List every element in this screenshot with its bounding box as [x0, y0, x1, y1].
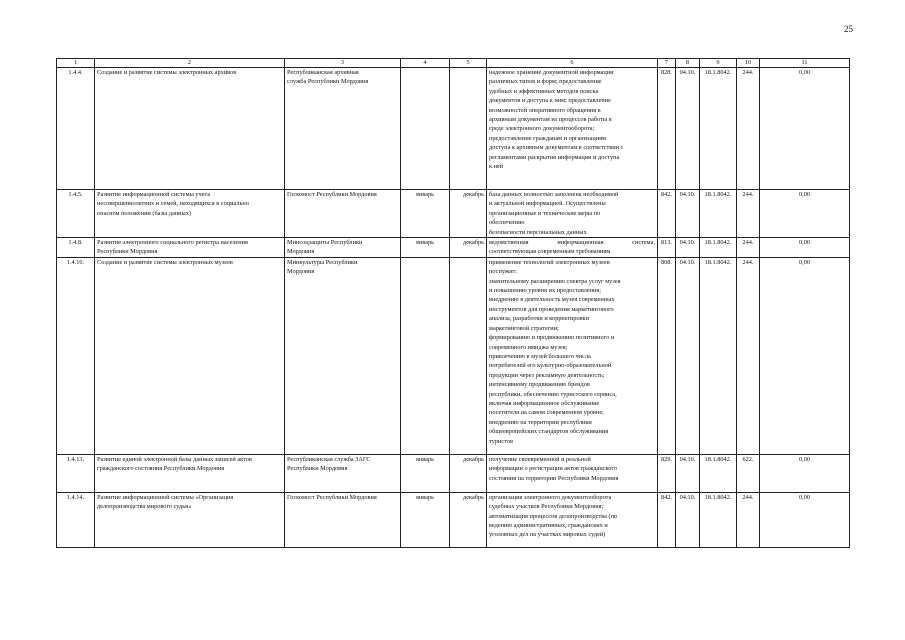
- text-line: Создание и развитие системы электронных музеев: [97, 258, 233, 266]
- column-number: 6: [487, 59, 658, 68]
- column-number: 5: [450, 59, 487, 68]
- text-line: Мордовия: [287, 248, 315, 256]
- program-activities-table: [56, 58, 850, 548]
- end-month-cell: декабрь: [450, 238, 487, 258]
- target-article-cell: 18.1.8042.: [700, 257, 737, 454]
- activity-name-cell: [95, 454, 285, 492]
- code-cell: 842.: [658, 492, 676, 547]
- column-number: 4: [401, 59, 450, 68]
- text-line: организация электронного документооборота: [489, 493, 612, 501]
- table-row: [57, 68, 850, 190]
- text-line: различных типов и форм; предоставление: [489, 78, 602, 86]
- expense-type-cell: 244.: [737, 68, 760, 190]
- item-number-cell: 1.4.5.: [57, 190, 95, 238]
- text-line: Мордовия: [287, 268, 315, 276]
- responsible-org-cell: [285, 257, 401, 454]
- text-line: организационные и технические меры по: [489, 209, 601, 217]
- section-code-cell: 04.10.: [676, 454, 700, 492]
- text-line: гражданского состояния Республики Мордовия: [97, 465, 225, 473]
- text-line: привлечению в музей большего числа: [489, 352, 591, 360]
- text-line: значительному расширению спектра услуг музея: [489, 277, 621, 285]
- column-number: 2: [95, 59, 285, 68]
- text-line: Республики Мордовия: [97, 248, 158, 256]
- code-cell: 828.: [658, 68, 676, 190]
- expected-result-cell: [487, 257, 658, 454]
- table-row: [57, 492, 850, 547]
- target-article-cell: 18.1.8042.: [700, 238, 737, 258]
- amount-cell: 0,00: [760, 454, 850, 492]
- code-cell: 829.: [658, 454, 676, 492]
- text-line: состояния на территории Республики Мордовия: [489, 474, 619, 482]
- amount-cell: 0,00: [760, 68, 850, 190]
- text-line: Развитие информационной системы «Организация: [97, 493, 234, 501]
- page-number: 25: [844, 24, 853, 34]
- expected-result-cell: [487, 68, 658, 190]
- text-line: ведению административных, гражданских и: [489, 522, 608, 530]
- text-line: соответствующая современным требованиям: [489, 248, 611, 256]
- text-line: служба Республики Мордовия: [287, 78, 369, 86]
- activity-name-cell: [95, 257, 285, 454]
- text-line: применение технологий электронных музеев: [489, 258, 610, 266]
- text-line: предоставление гражданам и организациям: [489, 134, 606, 142]
- activity-name-cell: [95, 492, 285, 547]
- expected-result-cell: [487, 238, 658, 258]
- activity-name-cell: [95, 68, 285, 190]
- text-line: обеспечению: [489, 219, 525, 227]
- text-line: инструментов для проведения маркетингового: [489, 305, 614, 313]
- text-line: Госкомост Республики Мордовия: [287, 493, 377, 501]
- target-article-cell: 18.1.8042.: [700, 68, 737, 190]
- section-code-cell: 04.10.: [676, 190, 700, 238]
- code-cell: 813.: [658, 238, 676, 258]
- expense-type-cell: 244.: [737, 257, 760, 454]
- column-number: 11: [760, 59, 850, 68]
- text-line: возможностей оперативного обращения к: [489, 106, 601, 114]
- end-month-cell: декабрь: [450, 190, 487, 238]
- text-line: несовершеннолетних и семей, находящихся в социально: [97, 200, 249, 208]
- text-line: внедрению на территории республики: [489, 418, 592, 426]
- text-line: потребителей его культурно-образовательной: [489, 362, 612, 370]
- table-row: [57, 257, 850, 454]
- column-number: 7: [658, 59, 676, 68]
- text-line: Госкомост Республики Мордовия: [287, 191, 377, 198]
- responsible-org-cell: [285, 492, 401, 547]
- text-line: и актуальной информацией. Осуществлены: [489, 200, 606, 208]
- item-number-cell: 1.4.10.: [57, 257, 95, 454]
- text-line: надежное хранение документной информации: [489, 69, 614, 76]
- expense-type-cell: 244.: [737, 190, 760, 238]
- column-number: 3: [285, 59, 401, 68]
- text-line: современного имиджа музея;: [489, 343, 568, 351]
- end-month-cell: [450, 68, 487, 190]
- text-line: посетителя на самом современном уровне;: [489, 409, 604, 417]
- text-line: уголовных дел на участках мировых судей): [489, 531, 606, 539]
- target-article-cell: 18.1.8042.: [700, 454, 737, 492]
- text-line: Минкультуры Республики: [287, 258, 358, 266]
- text-line: маркетинговой стратегии;: [489, 324, 559, 332]
- activity-name-cell: [95, 190, 285, 238]
- text-line: регламентами раскрытия информации и доступа: [489, 153, 620, 161]
- text-line: Развитие электронного социального регистра населения: [97, 239, 248, 247]
- expense-type-cell: 244.: [737, 238, 760, 258]
- expected-result-cell: [487, 190, 658, 238]
- table-row: [57, 238, 850, 258]
- code-cell: 808.: [658, 257, 676, 454]
- text-line: Республиканская служба ЗАГС: [287, 455, 371, 463]
- text-line: поспужит:: [489, 268, 518, 276]
- text-line: и повышению уровня их предоставления;: [489, 287, 602, 295]
- text-line: Республики Мордовия: [287, 465, 348, 473]
- text-line: получение своевременной и реальной: [489, 455, 591, 463]
- table-row: [57, 190, 850, 238]
- start-month-cell: [401, 257, 450, 454]
- responsible-org-cell: [285, 68, 401, 190]
- start-month-cell: январь: [401, 454, 450, 492]
- text-line: делопроизводства мирового судьи»: [97, 503, 192, 511]
- activity-name-cell: [95, 238, 285, 258]
- text-line: документов и доступа к ним; предоставление: [489, 97, 611, 105]
- text-line: общеевропейских стандартов обслуживания: [489, 428, 609, 436]
- text-line: автоматизация процессов делопроизводства (по: [489, 512, 618, 520]
- text-line: удобных и эффективных методов поиска: [489, 87, 599, 95]
- section-code-cell: 04.10.: [676, 492, 700, 547]
- text-line: архивным документам из процессов работы в: [489, 116, 612, 124]
- expected-result-cell: [487, 454, 658, 492]
- text-line: Создание и развитие системы электронных архивов: [97, 69, 237, 76]
- text-line: республики, обеспечению туристского сервиса,: [489, 390, 617, 398]
- end-month-cell: [450, 257, 487, 454]
- start-month-cell: январь: [401, 492, 450, 547]
- amount-cell: 0,00: [760, 492, 850, 547]
- text-line: к ней: [489, 163, 504, 171]
- responsible-org-cell: [285, 190, 401, 238]
- text-line: ведомственная информационная система,: [489, 239, 655, 247]
- expected-result-cell: [487, 492, 658, 547]
- text-line: включая информационное обслуживание: [489, 399, 600, 407]
- column-number: 1: [57, 59, 95, 68]
- text-line: информации о регистрации актов гражданского: [489, 465, 617, 473]
- text-line: туристов: [489, 437, 513, 445]
- section-code-cell: 04.10.: [676, 68, 700, 190]
- item-number-cell: 1.4.8.: [57, 238, 95, 258]
- text-line: анализа, разработки и корректировки: [489, 315, 590, 323]
- text-line: среде электронного документооборота;: [489, 125, 595, 133]
- table-row: [57, 454, 850, 492]
- item-number-cell: 1.4.13.: [57, 454, 95, 492]
- text-line: внедрению в деятельность музея современных: [489, 296, 615, 304]
- text-line: Республиканская архивная: [287, 69, 359, 76]
- amount-cell: 0,00: [760, 190, 850, 238]
- responsible-org-cell: [285, 454, 401, 492]
- text-line: Развитие информационной системы учета: [97, 191, 211, 198]
- amount-cell: 0,00: [760, 257, 850, 454]
- text-line: база данных полностью заполнена необходимой: [489, 191, 619, 198]
- text-line: Развитие единой электронной базы данных записей актов: [97, 455, 252, 463]
- target-article-cell: 18.1.8042.: [700, 190, 737, 238]
- text-line: продукции через рекламную деятельность;: [489, 371, 605, 379]
- column-number: 9: [700, 59, 737, 68]
- end-month-cell: декабрь: [450, 492, 487, 547]
- end-month-cell: декабрь: [450, 454, 487, 492]
- responsible-org-cell: [285, 238, 401, 258]
- item-number-cell: 1.4.4.: [57, 68, 95, 190]
- text-line: безопасности персональных данных: [489, 228, 587, 236]
- item-number-cell: 1.4.14.: [57, 492, 95, 547]
- text-line: Минсоцзащиты Республики: [287, 239, 363, 247]
- start-month-cell: январь: [401, 190, 450, 238]
- amount-cell: 0,00: [760, 238, 850, 258]
- expense-type-cell: 622.: [737, 454, 760, 492]
- text-line: формированию и продвижению позитивного и: [489, 334, 615, 342]
- text-line: опасном положении (базы данных): [97, 209, 191, 217]
- column-number-row: [57, 59, 850, 68]
- text-line: доступа к архивным документам в соответствии с: [489, 144, 624, 152]
- code-cell: 842.: [658, 190, 676, 238]
- column-number: 10: [737, 59, 760, 68]
- text-line: судебных участков Республики Мордовия;: [489, 503, 604, 511]
- section-code-cell: 04.10.: [676, 257, 700, 454]
- column-number: 8: [676, 59, 700, 68]
- section-code-cell: 04.10.: [676, 238, 700, 258]
- expense-type-cell: 244.: [737, 492, 760, 547]
- target-article-cell: 18.1.8042.: [700, 492, 737, 547]
- start-month-cell: январь: [401, 238, 450, 258]
- text-line: интенсивному продвижению брендов: [489, 381, 590, 389]
- start-month-cell: [401, 68, 450, 190]
